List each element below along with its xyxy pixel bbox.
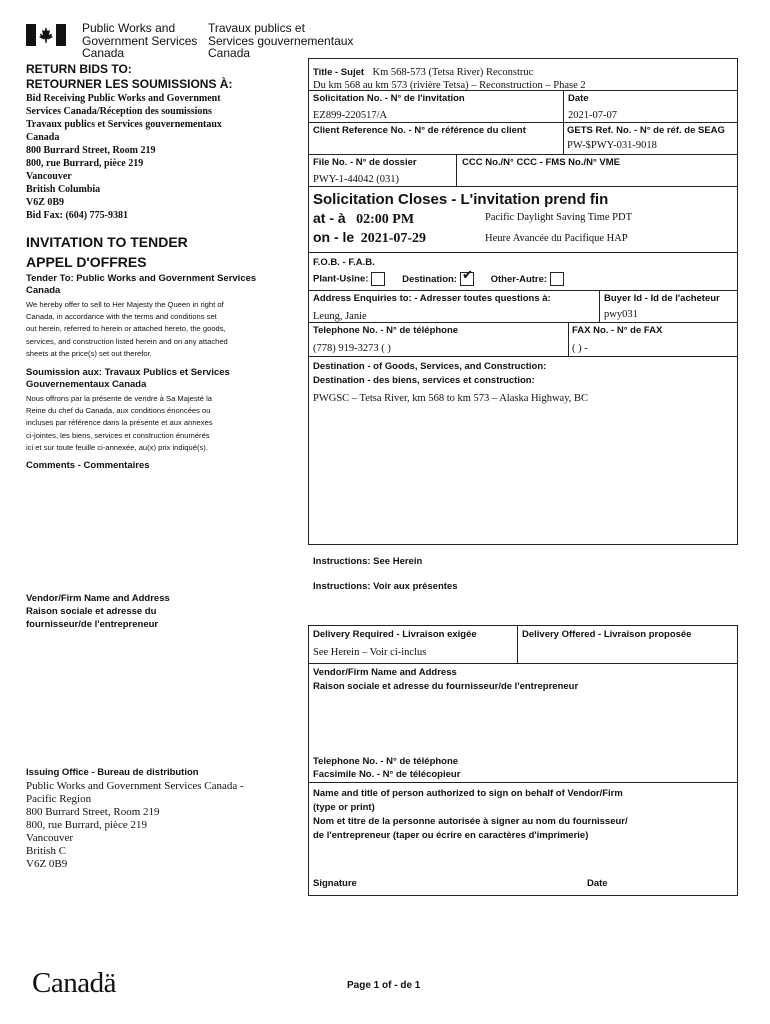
fob-label: F.O.B. - F.A.B. bbox=[313, 257, 375, 268]
contact-name: Leung, Janie bbox=[313, 311, 367, 322]
tender-to: Tender To: Public Works and Government Services Canada bbox=[26, 273, 257, 296]
destination-goods-value: PWGSC – Tetsa River, km 568 to km 573 – Alaska Highway, BC bbox=[313, 393, 589, 404]
return-bids-title: RETURN BIDS TO: RETOURNER LES SOUMISSIONS À: bbox=[26, 62, 233, 91]
delivery-required-field: Delivery Required - Livraison exigée See Herein – Voir ci-inclus bbox=[313, 629, 477, 658]
destination-checkbox[interactable] bbox=[460, 272, 474, 286]
closing-date-value: 2021-07-29 bbox=[360, 231, 427, 246]
authorized-signer-field: Name and title of person authorized to sign on behalf of Vendor/Firm (type or print) Nom et titre de la personne autorisée à signer au nom du fournisseur/ de l'entrepreneur (taper ou écrire en caractères d'imprimerie) bbox=[313, 788, 628, 841]
invitation-title: INVITATION TO TENDER APPEL D'OFFRES bbox=[26, 234, 188, 270]
solicitation-closes-title: Solicitation Closes - L'invitation prend fin bbox=[313, 191, 609, 208]
vendor-firm-label-left: Vendor/Firm Name and Address Raison sociale et adresse du fournisseur/de l'entrepreneur bbox=[26, 593, 170, 630]
canada-flag-logo bbox=[26, 24, 66, 46]
title-label: Title - Sujet bbox=[313, 67, 365, 78]
title-value-fr: Du km 568 au km 573 (rivière Tetsa) – Reconstruction – Phase 2 bbox=[313, 80, 586, 91]
file-number-value: PWY-1-44042 (031) bbox=[313, 174, 400, 185]
buyer-id-field: Buyer Id - Id de l'acheteur pwy031 bbox=[604, 293, 720, 320]
fax-field: FAX No. - N° de FAX ( ) - bbox=[572, 325, 663, 354]
ccc-field: CCC No./N° CCC - FMS No./N° VME bbox=[462, 157, 621, 168]
closing-time-value: 02:00 PM bbox=[356, 212, 415, 227]
signature-date-label: Date bbox=[587, 878, 608, 889]
telephone-field: Telephone No. - N° de téléphone (778) 919-3273 ( ) bbox=[313, 325, 459, 354]
destination-goods-field: Destination - of Goods, Services, and Construction: Destination - des biens, services et construction: PWGSC – Tetsa River, km 568 to km 573 – Alaska Highway, BC bbox=[313, 361, 589, 404]
department-name-fr: Travaux publics et Services gouvernementaux Canada bbox=[208, 21, 354, 60]
title-value: Km 568-573 (Tetsa River) Reconstruc bbox=[372, 67, 534, 78]
offer-text-en: We hereby offer to sell to Her Majesty the Queen in right of Canada, in accordance with the terms and conditions set out herein, referred to herein or attached hereto, the goods, services, and construction listed herein and on any attached sheets at the price(s) set out therefor. bbox=[26, 300, 228, 358]
buyer-id-value: pwy031 bbox=[604, 309, 638, 320]
file-number-field: File No. - N° de dossier PWY-1-44042 (031) bbox=[313, 157, 417, 185]
gets-ref-value: PW-$PWY-031-9018 bbox=[567, 140, 657, 151]
fob-options: Plant-Usine: Destination:✔ Other-Autre: bbox=[313, 272, 570, 286]
telephone-value: (778) 919-3273 ( ) bbox=[313, 343, 391, 354]
return-bids-address: Bid Receiving Public Works and Government Services Canada/Réception des soumissions Travaux publics et Services gouvernementaux Canada 800 Burrard Street, Room 219 800, rue Burrard, pièce 219 Vancouver British Columbia V6Z 0B9 Bid Fax: (604) 775-9381 bbox=[26, 93, 222, 221]
client-ref-field: Client Reference No. - N° de référence du client bbox=[313, 125, 526, 136]
date-value: 2021-07-07 bbox=[568, 110, 617, 121]
delivery-required-value: See Herein – Voir ci-inclus bbox=[313, 647, 427, 658]
address-enquiries-field: Address Enquiries to: - Adresser toutes questions à: Leung, Janie bbox=[313, 293, 551, 322]
vendor-firm-field: Vendor/Firm Name and Address Raison sociale et adresse du fournisseur/de l'entrepreneur bbox=[313, 667, 579, 692]
comments-label: Comments - Commentaires bbox=[26, 460, 150, 471]
instructions-fr: Instructions: Voir aux présentes bbox=[313, 581, 458, 592]
page-number: Page 1 of - de 1 bbox=[347, 980, 421, 991]
department-name-en: Public Works and Government Services Canada bbox=[82, 21, 198, 60]
delivery-offered-field: Delivery Offered - Livraison proposée bbox=[522, 629, 692, 640]
gets-ref-field: GETS Ref. No. - N° de réf. de SEAG PW-$PWY-031-9018 bbox=[567, 125, 725, 151]
solicitation-number: EZ899-220517/A bbox=[313, 110, 388, 121]
vendor-contact-field: Telephone No. - N° de téléphone Facsimile No. - N° de télécopieur bbox=[313, 756, 461, 780]
date-field: Date 2021-07-07 bbox=[568, 93, 617, 121]
timezone-fr: Heure Avancée du Pacifique HAP bbox=[485, 233, 628, 244]
issuing-office-address: Public Works and Government Services Canada - Pacific Region 800 Burrard Street, Room 219 800, rue Burrard, pièce 219 Vancouver British C V6Z 0B9 bbox=[26, 780, 244, 870]
canada-wordmark: Canadä bbox=[32, 967, 116, 999]
closing-time: at - à 02:00 PM bbox=[313, 210, 415, 227]
plant-checkbox[interactable] bbox=[371, 272, 385, 286]
issuing-office-title: Issuing Office - Bureau de distribution bbox=[26, 767, 199, 778]
other-checkbox[interactable] bbox=[550, 272, 564, 286]
soumission-aux: Soumission aux: Travaux Publics et Services Gouvernementaux Canada bbox=[26, 367, 230, 390]
fax-value: ( ) - bbox=[572, 343, 588, 354]
solicitation-field: Solicitation No. - N° de l'invitation EZ899-220517/A bbox=[313, 93, 465, 121]
title-field bbox=[313, 62, 733, 92]
offer-text-fr: Nous offrons par la présente de vendre à Sa Majesté la Reine du chef du Canada, aux conditions énoncées ou incluses par référence dans la présente et aux annexes ci-jointes, les biens, services et construction énumérés ici et sur toute feuille ci-annexée, au(x) prix indiqué(s). bbox=[26, 394, 213, 452]
timezone-en: Pacific Daylight Saving Time PDT bbox=[485, 212, 632, 223]
signature-label: Signature bbox=[313, 878, 357, 889]
instructions-en: Instructions: See Herein bbox=[313, 556, 423, 567]
closing-date: on - le 2021-07-29 bbox=[313, 229, 427, 246]
